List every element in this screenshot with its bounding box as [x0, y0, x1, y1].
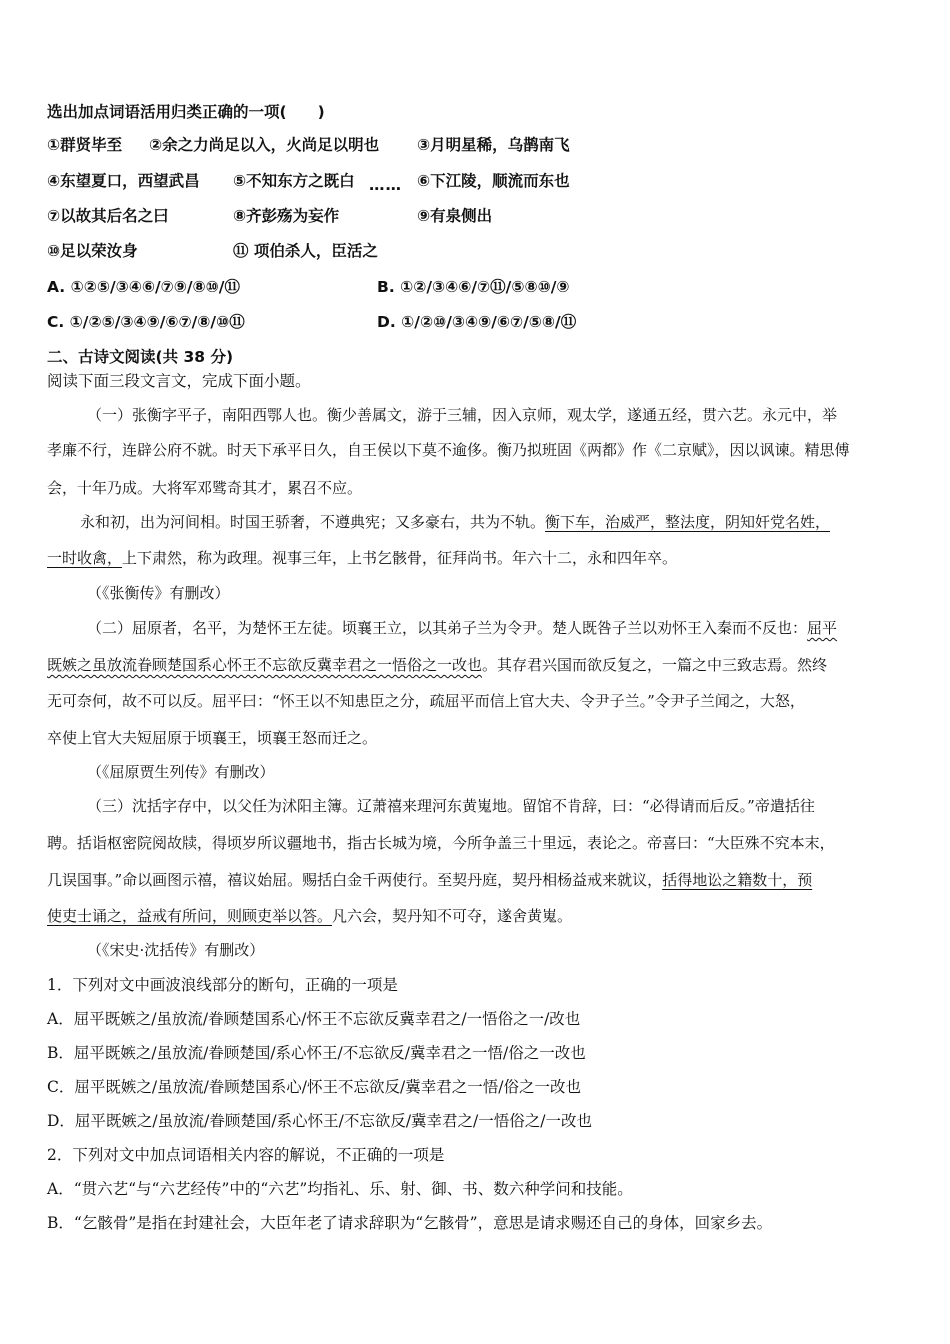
items-row-2: [47, 170, 907, 192]
passage2-line4: 卒使上官大夫短屈原于顷襄王，顷襄王怒而迁之。: [47, 729, 378, 747]
item-11: ⑪ 项伯杀人，臣活之: [233, 242, 378, 260]
items-row-3: [47, 205, 907, 227]
passage3-line3: 几误国事。”命以画图示禧，禧议始屈。赐括白金千两使行。至契丹庭，契丹相杨益戒来就议，括得地讼之籍数十，预: [47, 871, 813, 889]
q2-option-b[interactable]: B．“乞骸骨”是指在封建社会，大臣年老了请求辞职为“乞骸骨”，意思是请求赐还自己的身体，回家乡去。: [47, 1214, 773, 1232]
passage1-line3: 会，十年乃成。大将军邓骘奇其才，累召不应。: [47, 479, 363, 497]
q1-option-c[interactable]: C．屈平既嫉之/虽放流/眷顾楚国系心/怀王不忘欲反/冀幸君之一悟/俗之一改也: [47, 1078, 581, 1096]
items-row-1: [47, 134, 907, 156]
option-a[interactable]: A. ①②⑤/③④⑥/⑦⑨/⑧⑩/⑪: [47, 278, 240, 296]
item-1: ①群贤毕至: [47, 136, 123, 154]
underlined-sentence: 衡下车，治威严，整法度，阴知奸党名姓，: [545, 513, 831, 531]
passage3-line1: （三）沈括字存中，以父任为沭阳主簿。辽萧禧来理河东黄嵬地。留馆不肯辞，曰：“必得请而后反。”帝遣括往: [87, 797, 815, 815]
dots-mark: ……: [369, 176, 402, 194]
passage1-line2: 孝廉不行，连辟公府不就。时天下承平日久，自王侯以下莫不逾侈。衡乃拟班固《两都》作《二京赋》，因以讽谏。精思傅: [47, 441, 850, 459]
passage2-line3: 无可奈何，故不可以反。屈平曰：“怀王以不知患臣之分，疏屈平而信上官大夫、令尹子兰。”令尹子兰闻之，大怒，: [47, 692, 805, 710]
passage2-line1: （二）屈原者，名平，为楚怀王左徒。顷襄王立，以其弟子兰为令尹。楚人既咎子兰以劝怀王入秦而不反也：屈平: [87, 619, 838, 637]
passage3-line4: 使吏士诵之，益戒有所问，则顾吏举以答。凡六会，契丹知不可夺，遂舍黄嵬。: [47, 907, 573, 925]
passage1-para2-line1: 永和初，出为河间相。时国王骄奢，不遵典宪；又多豪右，共为不轨。衡下车，治威严，整法度，阴知奸党名姓，: [80, 513, 831, 531]
options-row-ab: [47, 276, 907, 298]
wavy-underline-segment: 既嫉之虽放流眷顾楚国系心怀王不忘欲反冀幸君之一悟俗之一改也: [47, 656, 483, 674]
option-d[interactable]: D. ①/②⑩/③④⑨/⑥⑦/⑤⑧/⑪: [377, 313, 577, 331]
q1-option-b[interactable]: B．屈平既嫉之/虽放流/眷顾楚国/系心怀王/不忘欲反/冀幸君之一悟/俗之一改也: [47, 1044, 586, 1062]
item-8: ⑧齐彭殇为妄作: [233, 207, 340, 225]
section-heading: 二、古诗文阅读(共 38 分): [47, 348, 234, 366]
item-5: ⑤不知东方之既白: [233, 172, 355, 190]
passage3-line2: 聘。括诣枢密院阅故牍，得顷岁所议疆地书，指古长城为境，今所争盖三十里远，表论之。帝喜曰：“大臣殊不究本末，: [47, 834, 835, 852]
item-4: ④东望夏口，西望武昌: [47, 172, 200, 190]
q1-stem: 1．下列对文中画波浪线部分的断句，正确的一项是: [47, 976, 398, 994]
passage2-line2: 既嫉之虽放流眷顾楚国系心怀王不忘欲反冀幸君之一悟俗之一改也。其存君兴国而欲反复之，一篇之中三致志焉。然终: [47, 656, 828, 674]
item-6: ⑥下江陵，顺流而东也: [417, 172, 570, 190]
source-note-1: （《张衡传》有删改）: [87, 584, 230, 602]
item-2: ②余之力尚足以入，火尚足以明也: [149, 136, 380, 154]
passage1-para2-line2: 一时收禽，上下肃然，称为政理。视事三年，上书乞骸骨，征拜尚书。年六十二，永和四年卒。: [47, 549, 678, 567]
item-7: ⑦以故其后名之曰: [47, 207, 169, 225]
underlined-sentence-2: 括得地讼之籍数十，预: [662, 871, 813, 889]
reading-instruction: 阅读下面三段文言文，完成下面小题。: [47, 372, 311, 390]
underlined-sentence-2-end: 使吏士诵之，益戒有所问，则顾吏举以答。: [47, 907, 333, 925]
source-note-3: （《宋史·沈括传》有删改）: [87, 941, 265, 959]
source-note-2: （《屈原贾生列传》有删改）: [87, 763, 275, 781]
q1-option-d[interactable]: D．屈平既嫉之/虽放流/眷顾楚国/系心怀王/不忘欲反/冀幸君之/一悟俗之/一改也: [47, 1112, 592, 1130]
options-row-cd: [47, 311, 907, 333]
option-b[interactable]: B. ①②/③④⑥/⑦⑪/⑤⑧⑩/⑨: [377, 278, 570, 296]
item-9: ⑨有泉侧出: [417, 207, 493, 225]
question-prompt: 选出加点词语活用归类正确的一项( ): [47, 103, 325, 121]
q1-option-a[interactable]: A．屈平既嫉之/虽放流/眷顾楚国系心/怀王不忘欲反冀幸君之/一悟俗之一/改也: [47, 1010, 581, 1028]
items-row-4: [47, 240, 907, 262]
wavy-underline-start: 屈平: [807, 619, 838, 637]
q2-option-a[interactable]: A．“贯六艺“与“六艺经传”中的“六艺”均指礼、乐、射、御、书、数六种学问和技能。: [47, 1180, 633, 1198]
passage1-line1: （一）张衡字平子，南阳西鄂人也。衡少善属文，游于三辅，因入京师，观太学，遂通五经，贯六艺。永元中，举: [87, 406, 838, 424]
option-c[interactable]: C. ①/②⑤/③④⑨/⑥⑦/⑧/⑩⑪: [47, 313, 245, 331]
item-10: ⑩足以荣汝身: [47, 242, 138, 260]
item-3: ③月明星稀，乌鹊南飞: [417, 136, 570, 154]
underlined-sentence-end: 一时收禽，: [47, 549, 123, 567]
q2-stem: 2．下列对文中加点词语相关内容的解说，不正确的一项是: [47, 1146, 445, 1164]
